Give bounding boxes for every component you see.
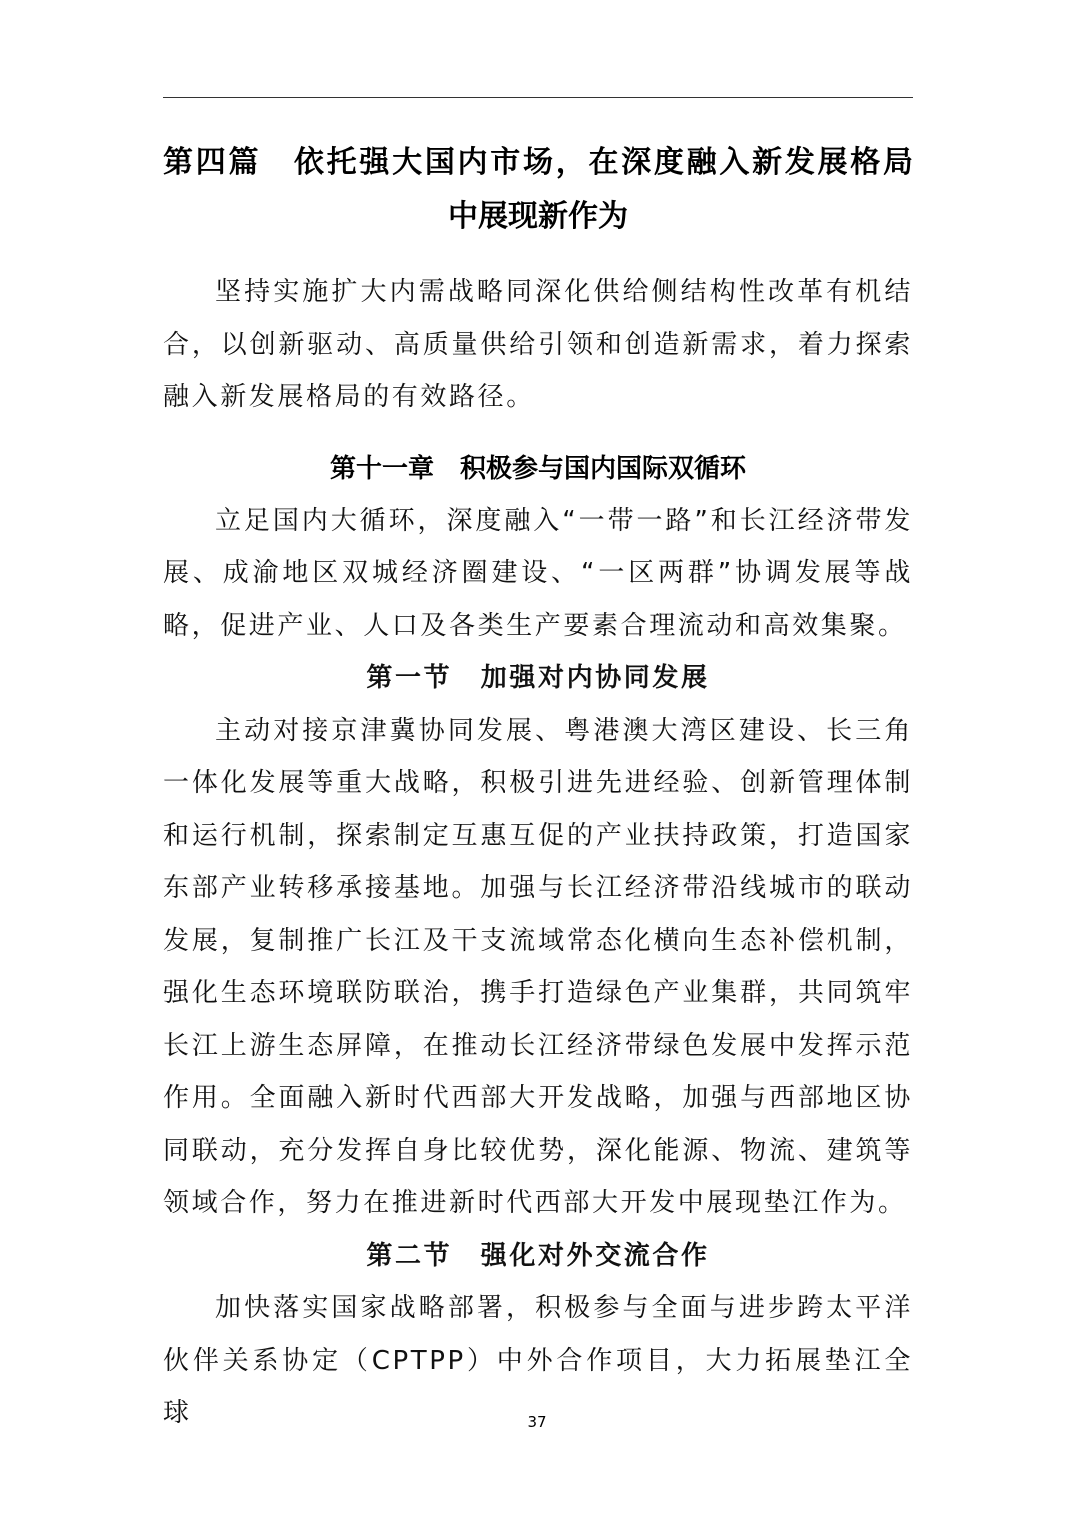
section-2-paragraph: 加快落实国家战略部署，积极参与全面与进步跨太平洋伙伴关系协定（CPTPP）中外合作项目，大力拓展垫江全球 xyxy=(163,1293,913,1428)
section-1-paragraph: 主动对接京津冀协同发展、粤港澳大湾区建设、长三角一体化发展等重大战略，积极引进先进经验、创新管理体制和运行机制，探索制定互惠互促的产业扶持政策，打造国家东部产业转移承接基地。加强与长江经济带沿线城市的联动发展，复制推广长江及干支流域常态化横向生态补偿机制，强化生态环境联防联治，携手打造绿色产业集群，共同筑牢长江上游生态屏障，在推动长江经济带绿色发展中发挥示范作用。全面融入新时代西部大开发战略，加强与西部地区协同联动，充分发挥自身比较优势，深化能源、物流、建筑等领域合作，努力在推进新时代西部大开发中展现垫江作为。 xyxy=(163,715,913,1218)
chapter-title: 第十一章 积极参与国内国际双循环 xyxy=(329,453,746,484)
page-content xyxy=(163,136,913,1440)
part-title-line-2: 中展现新作为 xyxy=(448,199,628,234)
part-title xyxy=(163,136,913,244)
header-rule xyxy=(163,97,913,98)
section-2-title: 第二节 强化对外交流合作 xyxy=(366,1240,710,1271)
intro-paragraph: 坚持实施扩大内需战略同深化供给侧结构性改革有机结合，以创新驱动、高质量供给引领和创造新需求，着力探索融入新发展格局的有效路径。 xyxy=(163,277,913,412)
section-1-title: 第一节 加强对内协同发展 xyxy=(366,663,710,693)
page-number: 37 xyxy=(527,1413,547,1431)
chapter-paragraph: 立足国内大循环，深度融入“一带一路”和长江经济带发展、成渝地区双城经济圈建设、“一区两群”协调发展等战略，促进产业、人口及各类生产要素合理流动和高效集聚。 xyxy=(163,505,913,641)
part-title-line-1: 第四篇 依托强大国内市场，在深度融入新发展格局 xyxy=(163,145,913,180)
